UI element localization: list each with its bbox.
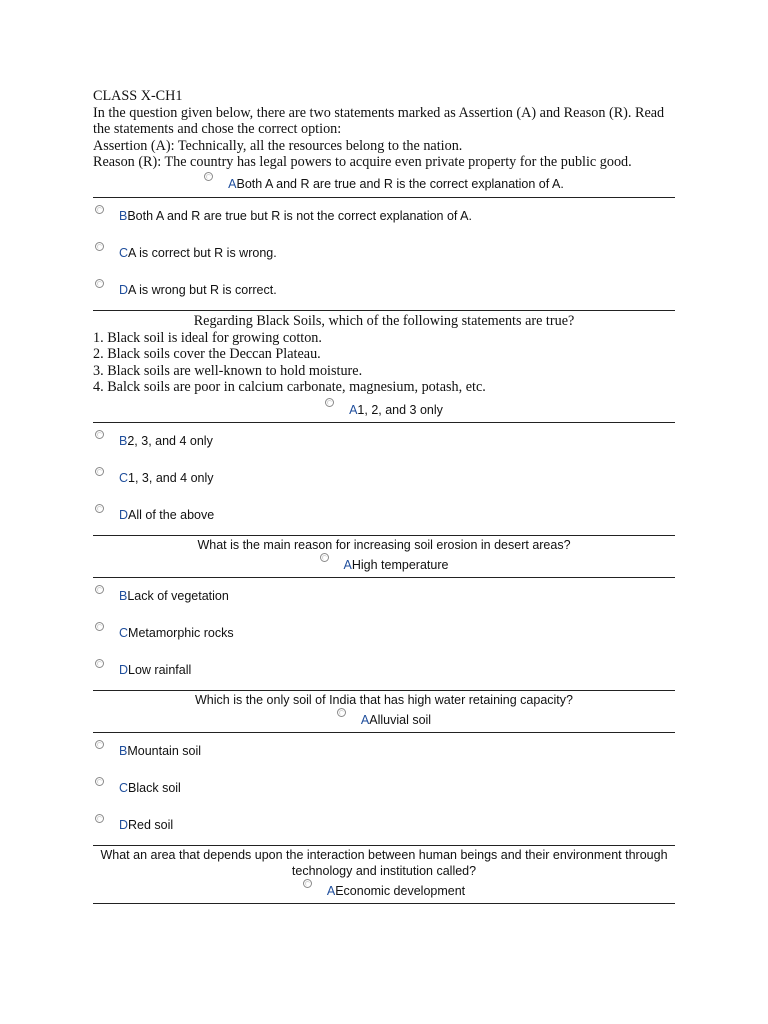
question-3-option-d[interactable] [93, 652, 675, 689]
question-1-option-b[interactable] [93, 198, 675, 235]
question-2-statement-1: 1. Black soil is ideal for growing cotton. [93, 329, 322, 346]
option-text: A is wrong but R is correct. [128, 282, 277, 297]
question-2-option-a[interactable] [93, 399, 675, 419]
question-3-option-c[interactable] [93, 615, 675, 652]
option-text: 2, 3, and 4 only [127, 433, 213, 448]
option-letter: D [119, 662, 129, 677]
question-1-reason: Reason (R): The country has legal powers to acquire even private property for the public good. [93, 154, 632, 171]
radio-button-icon[interactable] [95, 504, 104, 513]
option-letter: B [119, 433, 128, 448]
option-letter: C [119, 470, 129, 485]
option-text: Both A and R are true but R is not the correct explanation of A. [127, 208, 472, 223]
option-text: Black soil [128, 780, 181, 795]
radio-button-icon[interactable] [320, 553, 329, 562]
question-2-option-c[interactable] [93, 460, 675, 497]
question-1-option-c[interactable] [93, 235, 675, 272]
divider [93, 903, 675, 904]
question-4-option-b[interactable] [93, 733, 675, 770]
question-2-option-b[interactable] [93, 423, 675, 460]
question-4-option-c[interactable] [93, 770, 675, 807]
option-text: 1, 3, and 4 only [128, 470, 214, 485]
radio-button-icon[interactable] [95, 622, 104, 631]
option-letter: B [119, 588, 128, 603]
question-4-option-d[interactable] [93, 807, 675, 844]
option-text: A is correct but R is wrong. [128, 245, 277, 260]
question-5-title: What an area that depends upon the interaction between human beings and their environment through technology and institution called? [100, 847, 668, 878]
radio-button-icon[interactable] [95, 205, 104, 214]
option-text: Economic development [335, 883, 466, 898]
option-letter: D [119, 817, 129, 832]
option-letter: A [228, 176, 237, 191]
divider [93, 690, 675, 691]
option-letter: A [326, 883, 336, 898]
option-text: Alluvial soil [369, 712, 432, 727]
question-3-title: What is the main reason for increasing soil erosion in desert areas? [197, 537, 571, 552]
option-letter: D [119, 282, 129, 297]
option-text: All of the above [128, 507, 215, 522]
radio-button-icon[interactable] [95, 814, 104, 823]
radio-button-icon[interactable] [325, 398, 334, 407]
radio-button-icon[interactable] [95, 279, 104, 288]
question-3-option-b[interactable] [93, 578, 675, 615]
option-text: High temperature [351, 557, 449, 572]
radio-button-icon[interactable] [95, 242, 104, 251]
radio-button-icon[interactable] [95, 659, 104, 668]
radio-button-icon[interactable] [95, 777, 104, 786]
option-letter: B [119, 208, 128, 223]
option-text: 1, 2, and 3 only [357, 402, 443, 417]
option-text: Low rainfall [128, 662, 192, 677]
option-text: Metamorphic rocks [128, 625, 234, 640]
option-letter: D [119, 507, 129, 522]
option-letter: A [349, 402, 358, 417]
option-letter: C [119, 780, 129, 795]
divider [93, 535, 675, 536]
question-1-instruction: In the question given below, there are two statements marked as Assertion (A) and Reason (R). Read the statements and chose the correct option: [93, 104, 665, 138]
option-text: Both A and R are true and R is the correct explanation of A. [236, 176, 564, 191]
question-2-statement-4: 4. Balck soils are poor in calcium carbonate, magnesium, potash, etc. [93, 379, 486, 396]
question-4-option-a[interactable] [93, 709, 675, 729]
question-4-title: Which is the only soil of India that has high water retaining capacity? [195, 692, 573, 707]
question-2-statement-3: 3. Black soils are well-known to hold moisture. [93, 362, 363, 379]
option-letter: A [360, 712, 370, 727]
question-2-statement-2: 2. Black soils cover the Deccan Plateau. [93, 346, 321, 363]
radio-button-icon[interactable] [303, 879, 312, 888]
radio-button-icon[interactable] [337, 708, 346, 717]
radio-button-icon[interactable] [95, 430, 104, 439]
divider [93, 310, 675, 311]
question-2 [93, 313, 675, 396]
option-text: Red soil [128, 817, 174, 832]
question-1 [93, 88, 675, 171]
radio-button-icon[interactable] [204, 172, 213, 181]
option-letter: C [119, 625, 129, 640]
question-2-title: Regarding Black Soils, which of the following statements are true? [193, 312, 575, 329]
question-1-assertion: Assertion (A): Technically, all the resources belong to the nation. [93, 137, 463, 154]
radio-button-icon[interactable] [95, 740, 104, 749]
question-2-option-d[interactable] [93, 497, 675, 534]
question-3-option-a[interactable] [93, 554, 675, 574]
worksheet-page [93, 88, 675, 904]
radio-button-icon[interactable] [95, 585, 104, 594]
option-text: Mountain soil [127, 743, 201, 758]
option-letter: A [343, 557, 352, 572]
option-text: Lack of vegetation [127, 588, 229, 603]
radio-button-icon[interactable] [95, 467, 104, 476]
question-1-option-a[interactable] [93, 173, 675, 193]
class-heading: CLASS X-CH1 [93, 88, 183, 104]
option-letter: B [119, 743, 128, 758]
option-letter: C [119, 245, 129, 260]
question-5-option-a[interactable] [93, 880, 675, 900]
divider [93, 845, 675, 846]
question-1-option-d[interactable] [93, 272, 675, 309]
